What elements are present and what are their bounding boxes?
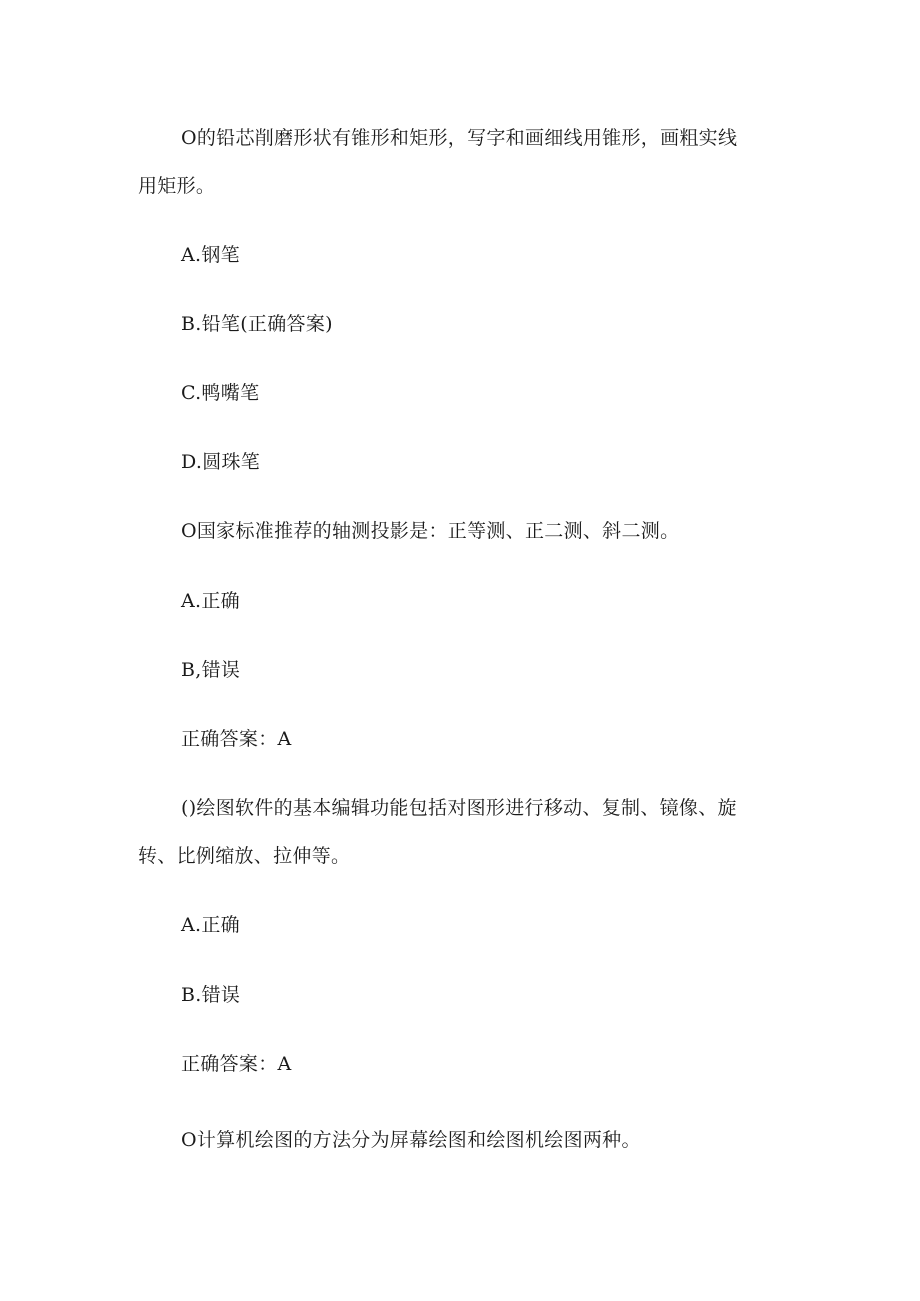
question-3-stem-line-2: 转、比例缩放、拉伸等。 — [138, 845, 351, 867]
question-3-answer: 正确答案：A — [181, 1053, 292, 1075]
question-3-stem-line-1: ()绘图软件的基本编辑功能包括对图形进行移动、复制、镜像、旋 — [181, 797, 737, 819]
question-2-option-b: B,错误 — [181, 659, 241, 681]
question-2-option-a: A.正确 — [181, 590, 240, 612]
question-4-stem: O计算机绘图的方法分为屏幕绘图和绘图机绘图两种。 — [181, 1129, 641, 1151]
question-1-option-c: C.鸭嘴笔 — [181, 382, 260, 404]
question-3-option-a: A.正确 — [181, 914, 240, 936]
question-2-stem: O国家标准推荐的轴测投影是：正等测、正二测、斜二测。 — [181, 520, 680, 542]
question-1-option-d: D.圆珠笔 — [181, 451, 261, 473]
question-2-answer: 正确答案：A — [181, 728, 292, 750]
question-1-stem-line-1: O的铅芯削磨形状有锥形和矩形，写字和画细线用锥形，画粗实线 — [181, 127, 738, 149]
question-1-option-b: B.铅笔(正确答案) — [181, 313, 333, 335]
question-1-stem-line-2: 用矩形。 — [138, 175, 216, 197]
question-1-option-a: A.钢笔 — [181, 244, 240, 266]
question-3-option-b: B.错误 — [181, 984, 241, 1006]
